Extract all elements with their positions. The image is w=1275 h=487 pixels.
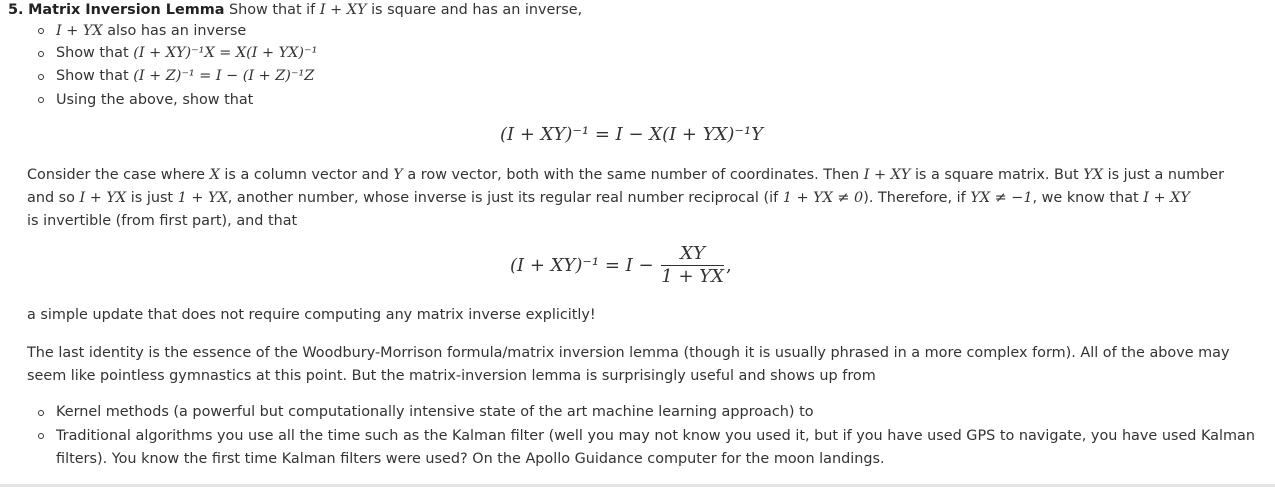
problem-intro-end: is square and has an inverse, <box>371 2 583 18</box>
bullet-icon <box>38 51 44 57</box>
math-inline: I + YX <box>56 23 103 39</box>
math-inline: YX <box>1083 167 1104 183</box>
equation-tail: , <box>725 255 732 276</box>
bullet-icon <box>38 28 44 34</box>
math-inline: YX ≠ −1 <box>970 190 1033 206</box>
text: , another number, whose inverse is just its regular real number reciprocal (if <box>227 190 779 206</box>
problem-intro: Show that if <box>228 2 316 18</box>
text: is a column vector and <box>224 167 389 183</box>
problem-heading <box>8 0 582 20</box>
paragraph-line: The last identity is the essence of the Woodbury-Morrison formula/matrix inversion lemma (though it is usually phrased in a more complex form). All of the above may <box>27 345 1230 361</box>
list-item-text: Show that <box>56 45 129 61</box>
bullet-icon <box>38 410 44 416</box>
text: is just a number <box>1107 167 1225 183</box>
bullet-icon <box>38 97 44 103</box>
list-item-text: Using the above, show that <box>56 92 254 108</box>
text: and so <box>27 190 75 206</box>
math-inline: X <box>209 167 220 183</box>
math-inline: I + XY <box>1143 190 1190 206</box>
list-item-continuation: filters). You know the first time Kalman filters were used? On the Apollo Guidance computer for the moon landings. <box>56 451 885 467</box>
math-inline: I + XY <box>863 167 911 183</box>
list-item <box>56 21 246 41</box>
paragraph-line <box>27 165 1224 185</box>
fraction <box>661 244 724 287</box>
math-inline: Y <box>393 167 403 183</box>
text: is just <box>130 190 174 206</box>
list-item: Traditional algorithms you use all the time such as the Kalman filter (well you may not know you used it, but if you have used GPS to navigate, you have used Kalman <box>56 428 1255 444</box>
problem-title: Matrix Inversion Lemma <box>28 2 225 18</box>
display-equation-fraction <box>510 244 732 287</box>
paragraph-line: a simple update that does not require computing any matrix inverse explicitly! <box>27 307 596 323</box>
bullet-icon <box>38 433 44 439</box>
math-inline: 1 + YX <box>177 190 228 206</box>
list-item-text: Show that <box>56 68 129 84</box>
paragraph-line <box>27 211 297 231</box>
text: , we know that <box>1032 190 1139 206</box>
text: ). Therefore, if <box>863 190 966 206</box>
display-equation: (I + XY)⁻¹ = I − X(I + YX)⁻¹Y <box>500 124 764 145</box>
list-item <box>56 66 314 86</box>
math-inline: I + XY <box>319 2 367 18</box>
text: is a square matrix. But <box>914 167 1079 183</box>
text: a row vector, both with the same number of coordinates. Then <box>407 167 860 183</box>
list-item <box>56 43 317 63</box>
list-item <box>56 90 253 110</box>
list-item-text: also has an inverse <box>107 23 247 39</box>
paragraph-line <box>27 188 1190 208</box>
math-inline: 1 + YX ≠ 0 <box>782 190 864 206</box>
text: Consider the case where <box>27 167 205 183</box>
fraction-numerator: XY <box>661 244 724 266</box>
list-item: Kernel methods (a powerful but computationally intensive state of the art machine learning approach) to <box>56 404 814 420</box>
paragraph-line: seem like pointless gymnastics at this point. But the matrix-inversion lemma is surprisingly useful and shows up from <box>27 368 876 384</box>
math-inline: I + YX <box>79 190 127 206</box>
problem-number: 5. <box>8 2 24 18</box>
fraction-denominator: 1 + YX <box>661 266 724 287</box>
text: is invertible (from first part), and that <box>27 213 298 229</box>
bullet-icon <box>38 74 44 80</box>
equation-lhs: (I + XY)⁻¹ = I − <box>510 255 654 276</box>
math-inline: (I + Z)⁻¹ = I − (I + Z)⁻¹Z <box>133 68 315 84</box>
math-inline: (I + XY)⁻¹X = X(I + YX)⁻¹ <box>133 45 318 61</box>
